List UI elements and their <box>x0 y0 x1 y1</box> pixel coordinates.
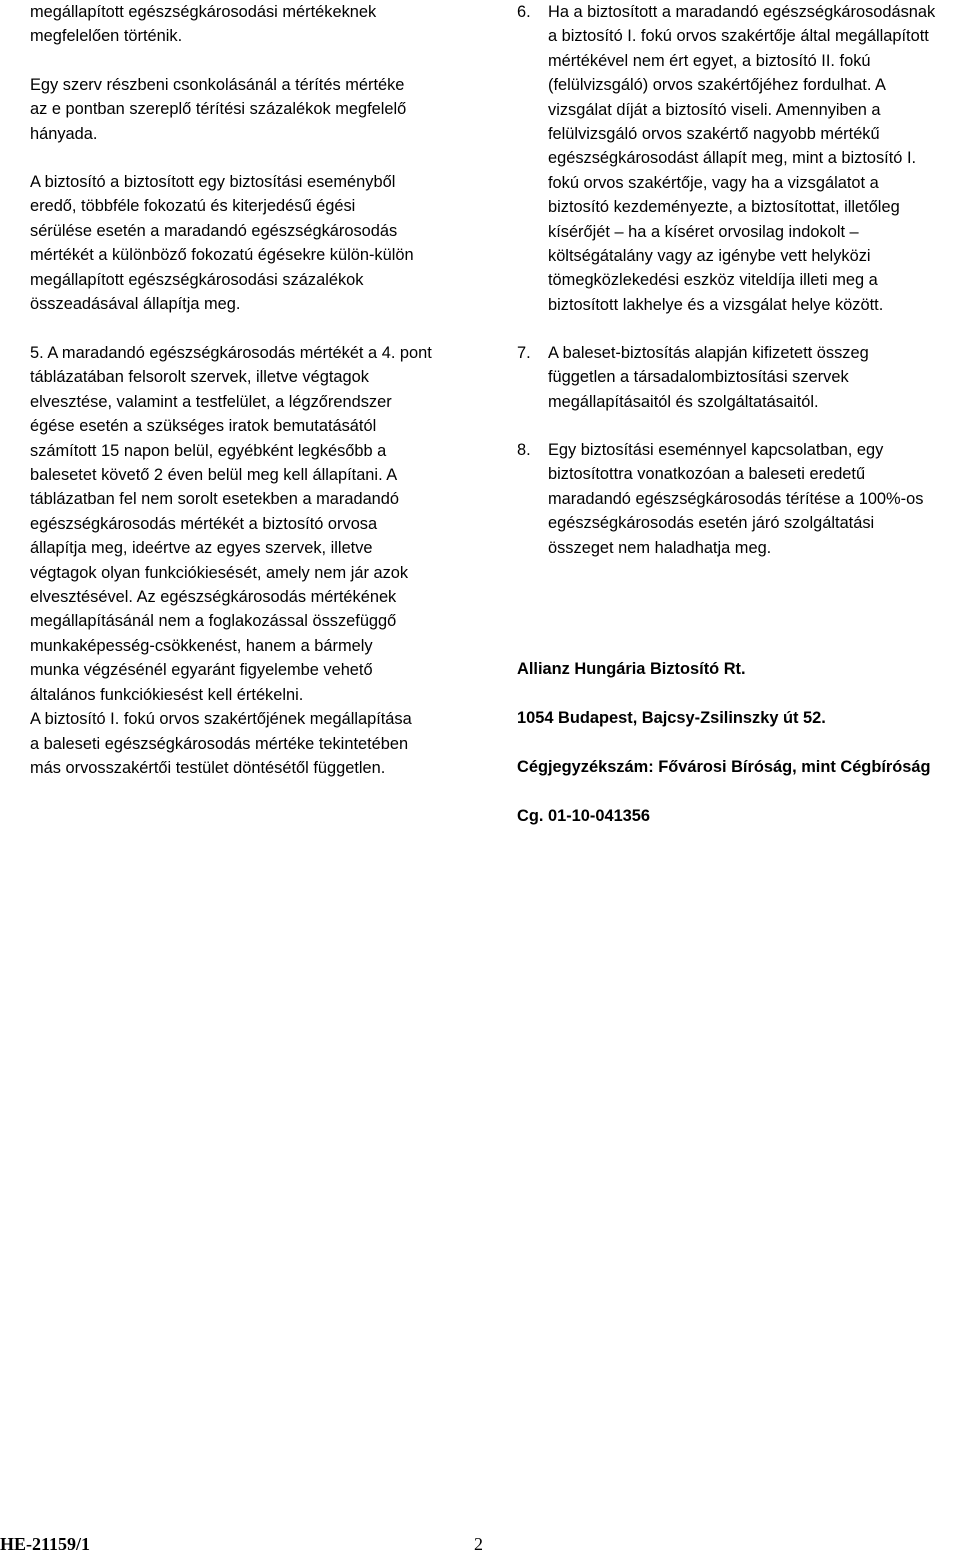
document-code: HE-21159/1 <box>0 1534 91 1554</box>
list-item-8 <box>517 438 957 560</box>
company-name: Allianz Hungária Biztosító Rt. <box>517 660 746 679</box>
company-registry: Cégjegyzékszám: Fővárosi Bíróság, mint Cégbíróság <box>517 758 931 777</box>
list-item-text: Ha a biztosított a maradandó egészségkárosodásnak a biztosító I. fokú orvos szakértője által megállapított mértékével nem ért egyet, a biztosító II. fokú (felülvizsgáló) orvos szakértőjéhez fordulhat. A vizsgálat díját a biztosító viseli. Amennyiben a felülvizsgáló orvos szakértő nagyobb mértékű egészségkárosodást állapít meg, mint a biztosító I. fokú orvos szakértője, vagy ha a vizsgálatot a biztosító kezdeményezte, a biztosítottat, illetőleg kísérőjét – ha a kíséret orvosilag indokolt – költségátalány vagy az igénybe vett helyközi tömegközlekedési eszköz viteldíja illeti meg a biztosított lakhelye és a vizsgálat helye között. <box>548 3 936 314</box>
item-5-number: 5. <box>30 344 48 362</box>
paragraph-partial-amputation: Egy szerv részbeni csonkolásánál a térítés mértéke az e pontban szereplő térítési százalékok megfelelő hányada. <box>30 76 407 143</box>
item-5-text <box>30 341 450 780</box>
page-number: 2 <box>474 1534 483 1554</box>
paragraph-burn-injuries: A biztosító a biztosított egy biztosítási eseményből eredő, többféle fokozatú és kiterjedésű égési sérülése esetén a maradandó egészségkárosodás mértékét a különböző fokozatú égésekre külön-külön megállapított egészségkárosodási százalékok összeadásával állapítja meg. <box>30 173 414 314</box>
company-address: 1054 Budapest, Bajcsy-Zsilinszky út 52. <box>517 709 826 728</box>
list-item-6 <box>517 0 957 317</box>
list-item-text: A baleset-biztosítás alapján kifizetett összeg független a társadalombiztosítási szervek megállapításaitól és szolgáltatásaitól. <box>548 344 869 411</box>
item-5-text-content: A maradandó egészségkárosodás mértékét a 4. pont táblázatában felsorolt szervek, illetve végtagok elvesztése, valamint a testfelület, a légzőrendszer égése esetén a szükséges iratok bemutatásától számított 15 napon belül, egyébként legkésőbb a balesetet követő 2 éven belül meg kell állapítani. A táblázatban fel nem sorolt esetekben a maradandó egészségkárosodás mértékét a biztosító orvosa állapítja meg, ideértve az egyes szervek, illetve végtagok olyan funkciókiesését, amely nem jár azok elvesztésével. Az egészségkárosodás mértékének megállapításánál nem a foglakozással összefüggő munkaképesség-csökkenést, hanem a bármely munka végzésénél egyaránt figyelembe vehető általános funkciókiesést kell értékelni. A biztosító I. fokú orvos szakértőjének megállapítása a baleseti egészségkárosodás mértéke tekintetében más orvosszakértői testület döntésétől független. <box>30 344 432 777</box>
item-5-body <box>30 341 450 780</box>
list-item-number: 6. <box>517 3 531 21</box>
list-item-number: 8. <box>517 441 531 459</box>
list-item-number: 7. <box>517 344 531 362</box>
company-registry-number: Cg. 01-10-041356 <box>517 806 651 825</box>
paragraph-top: megállapított egészségkárosodási mértékeknek megfelelően történik. <box>30 3 377 46</box>
list-item-7 <box>517 341 957 414</box>
company-block <box>517 633 957 853</box>
list-item-text: Egy biztosítási eseménnyel kapcsolatban, egy biztosítottra vonatkozóan a baleseti eredetű maradandó egészségkárosodás térítése a 100%-os egészségkárosodás esetén járó szolgáltatási összeget nem haladhatja meg. <box>548 441 924 557</box>
